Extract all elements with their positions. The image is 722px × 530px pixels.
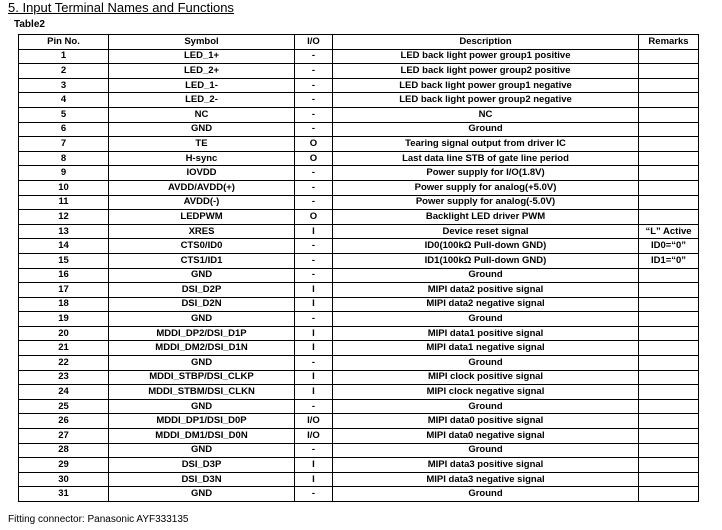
cell-description: LED back light power group2 negative (333, 93, 639, 108)
cell-io: - (295, 180, 333, 195)
cell-pin: 2 (19, 64, 109, 79)
cell-description: MIPI data3 positive signal (333, 458, 639, 473)
cell-remarks (639, 195, 699, 210)
table-row (19, 414, 699, 429)
cell-description: Power supply for analog(-5.0V) (333, 195, 639, 210)
cell-remarks (639, 472, 699, 487)
cell-symbol: GND (109, 443, 295, 458)
terminal-table (18, 34, 699, 502)
cell-remarks (639, 312, 699, 327)
table-row (19, 151, 699, 166)
cell-pin: 6 (19, 122, 109, 137)
cell-io: - (295, 356, 333, 371)
table-row (19, 78, 699, 93)
cell-description: Power supply for analog(+5.0V) (333, 180, 639, 195)
cell-remarks (639, 166, 699, 181)
cell-pin: 30 (19, 472, 109, 487)
cell-description: LED back light power group1 negative (333, 78, 639, 93)
cell-io: I (295, 283, 333, 298)
cell-pin: 17 (19, 283, 109, 298)
cell-remarks (639, 137, 699, 152)
table-label: Table2 (14, 19, 45, 30)
table-row (19, 239, 699, 254)
cell-description: MIPI data0 negative signal (333, 429, 639, 444)
cell-io: I (295, 385, 333, 400)
cell-remarks (639, 297, 699, 312)
cell-remarks (639, 341, 699, 356)
cell-description: MIPI data1 negative signal (333, 341, 639, 356)
table-header-row (19, 35, 699, 50)
cell-remarks: ID0=“0” (639, 239, 699, 254)
cell-description: Ground (333, 487, 639, 502)
cell-symbol: AVDD/AVDD(+) (109, 180, 295, 195)
cell-symbol: LED_1+ (109, 49, 295, 64)
cell-pin: 10 (19, 180, 109, 195)
cell-io: O (295, 210, 333, 225)
cell-symbol: GND (109, 268, 295, 283)
table-row (19, 370, 699, 385)
cell-io: - (295, 443, 333, 458)
cell-description: ID1(100kΩ Pull-down GND) (333, 253, 639, 268)
cell-symbol: XRES (109, 224, 295, 239)
cell-pin: 3 (19, 78, 109, 93)
cell-remarks (639, 122, 699, 137)
table-row (19, 472, 699, 487)
cell-remarks (639, 283, 699, 298)
cell-pin: 29 (19, 458, 109, 473)
table-row (19, 166, 699, 181)
cell-pin: 21 (19, 341, 109, 356)
table-row (19, 268, 699, 283)
table-row (19, 224, 699, 239)
cell-description: Ground (333, 399, 639, 414)
table-row (19, 253, 699, 268)
table-row (19, 122, 699, 137)
cell-pin: 1 (19, 49, 109, 64)
cell-symbol: IOVDD (109, 166, 295, 181)
cell-pin: 19 (19, 312, 109, 327)
cell-io: I (295, 458, 333, 473)
cell-pin: 16 (19, 268, 109, 283)
cell-remarks (639, 356, 699, 371)
cell-description: MIPI data2 negative signal (333, 297, 639, 312)
cell-remarks: ID1=“0” (639, 253, 699, 268)
cell-io: I (295, 370, 333, 385)
cell-symbol: LED_2+ (109, 64, 295, 79)
table-row (19, 385, 699, 400)
cell-io: I/O (295, 429, 333, 444)
cell-remarks (639, 151, 699, 166)
cell-io: - (295, 107, 333, 122)
cell-description: MIPI data0 positive signal (333, 414, 639, 429)
table-row (19, 93, 699, 108)
cell-remarks (639, 326, 699, 341)
cell-io: - (295, 64, 333, 79)
cell-symbol: GND (109, 312, 295, 327)
cell-remarks (639, 210, 699, 225)
cell-io: - (295, 49, 333, 64)
table-row (19, 326, 699, 341)
cell-remarks (639, 370, 699, 385)
cell-pin: 27 (19, 429, 109, 444)
cell-remarks (639, 458, 699, 473)
cell-pin: 24 (19, 385, 109, 400)
cell-io: O (295, 151, 333, 166)
cell-remarks (639, 487, 699, 502)
cell-symbol: H-sync (109, 151, 295, 166)
cell-symbol: DSI_D2N (109, 297, 295, 312)
cell-io: - (295, 239, 333, 254)
table-row (19, 429, 699, 444)
cell-symbol: MDDI_DP1/DSI_D0P (109, 414, 295, 429)
cell-pin: 31 (19, 487, 109, 502)
cell-description: Backlight LED driver PWM (333, 210, 639, 225)
cell-description: MIPI clock negative signal (333, 385, 639, 400)
cell-pin: 23 (19, 370, 109, 385)
cell-symbol: CTS1/ID1 (109, 253, 295, 268)
cell-io: - (295, 399, 333, 414)
cell-symbol: MDDI_DM1/DSI_D0N (109, 429, 295, 444)
cell-io: - (295, 195, 333, 210)
table-body (19, 49, 699, 501)
cell-pin: 12 (19, 210, 109, 225)
cell-io: - (295, 78, 333, 93)
cell-io: - (295, 487, 333, 502)
table-row (19, 180, 699, 195)
cell-io: - (295, 166, 333, 181)
cell-description: Ground (333, 122, 639, 137)
header-symbol: Symbol (109, 35, 295, 50)
cell-pin: 26 (19, 414, 109, 429)
cell-description: Tearing signal output from driver IC (333, 137, 639, 152)
cell-pin: 15 (19, 253, 109, 268)
cell-symbol: CTS0/ID0 (109, 239, 295, 254)
cell-pin: 13 (19, 224, 109, 239)
cell-io: O (295, 137, 333, 152)
table-row (19, 341, 699, 356)
table-row (19, 64, 699, 79)
cell-symbol: MDDI_STBM/DSI_CLKN (109, 385, 295, 400)
cell-io: I (295, 472, 333, 487)
cell-symbol: TE (109, 137, 295, 152)
cell-remarks (639, 399, 699, 414)
cell-remarks (639, 429, 699, 444)
cell-pin: 22 (19, 356, 109, 371)
cell-pin: 8 (19, 151, 109, 166)
cell-description: Ground (333, 356, 639, 371)
cell-pin: 9 (19, 166, 109, 181)
cell-symbol: DSI_D3P (109, 458, 295, 473)
cell-pin: 5 (19, 107, 109, 122)
cell-remarks (639, 78, 699, 93)
table-row (19, 458, 699, 473)
table-row (19, 487, 699, 502)
cell-description: Last data line STB of gate line period (333, 151, 639, 166)
cell-description: LED back light power group2 positive (333, 64, 639, 79)
table-row (19, 210, 699, 225)
cell-io: - (295, 122, 333, 137)
section-title: 5. Input Terminal Names and Functions (8, 0, 234, 15)
table-row (19, 399, 699, 414)
cell-description: Ground (333, 312, 639, 327)
cell-remarks (639, 414, 699, 429)
table-row (19, 107, 699, 122)
table-row (19, 49, 699, 64)
cell-description: MIPI data2 positive signal (333, 283, 639, 298)
cell-io: - (295, 268, 333, 283)
cell-symbol: NC (109, 107, 295, 122)
cell-remarks: “L” Active (639, 224, 699, 239)
cell-description: LED back light power group1 positive (333, 49, 639, 64)
cell-io: I (295, 297, 333, 312)
cell-remarks (639, 443, 699, 458)
cell-remarks (639, 64, 699, 79)
cell-io: - (295, 253, 333, 268)
cell-symbol: MDDI_DP2/DSI_D1P (109, 326, 295, 341)
cell-symbol: GND (109, 399, 295, 414)
table-row (19, 443, 699, 458)
cell-remarks (639, 385, 699, 400)
cell-description: Device reset signal (333, 224, 639, 239)
cell-symbol: GND (109, 122, 295, 137)
table-row (19, 312, 699, 327)
cell-io: I/O (295, 414, 333, 429)
cell-remarks (639, 93, 699, 108)
cell-pin: 7 (19, 137, 109, 152)
cell-symbol: DSI_D2P (109, 283, 295, 298)
table-row (19, 283, 699, 298)
cell-description: MIPI data3 negative signal (333, 472, 639, 487)
header-pin: Pin No. (19, 35, 109, 50)
table-row (19, 137, 699, 152)
cell-pin: 20 (19, 326, 109, 341)
cell-pin: 25 (19, 399, 109, 414)
table-row (19, 297, 699, 312)
cell-pin: 18 (19, 297, 109, 312)
cell-description: Ground (333, 268, 639, 283)
table-row (19, 356, 699, 371)
cell-io: - (295, 93, 333, 108)
cell-description: Power supply for I/O(1.8V) (333, 166, 639, 181)
cell-pin: 28 (19, 443, 109, 458)
cell-description: MIPI data1 positive signal (333, 326, 639, 341)
cell-remarks (639, 180, 699, 195)
cell-symbol: LEDPWM (109, 210, 295, 225)
cell-io: I (295, 326, 333, 341)
cell-symbol: LED_1- (109, 78, 295, 93)
cell-remarks (639, 49, 699, 64)
cell-pin: 11 (19, 195, 109, 210)
cell-description: NC (333, 107, 639, 122)
fitting-connector-note: Fitting connector: Panasonic AYF333135 (8, 514, 189, 525)
cell-symbol: DSI_D3N (109, 472, 295, 487)
header-io: I/O (295, 35, 333, 50)
cell-remarks (639, 107, 699, 122)
header-remarks: Remarks (639, 35, 699, 50)
cell-description: MIPI clock positive signal (333, 370, 639, 385)
header-description: Description (333, 35, 639, 50)
cell-symbol: GND (109, 356, 295, 371)
cell-io: - (295, 312, 333, 327)
cell-symbol: AVDD(-) (109, 195, 295, 210)
cell-symbol: MDDI_STBP/DSI_CLKP (109, 370, 295, 385)
cell-symbol: MDDI_DM2/DSI_D1N (109, 341, 295, 356)
cell-symbol: GND (109, 487, 295, 502)
cell-symbol: LED_2- (109, 93, 295, 108)
cell-io: I (295, 224, 333, 239)
cell-remarks (639, 268, 699, 283)
cell-description: ID0(100kΩ Pull-down GND) (333, 239, 639, 254)
cell-description: Ground (333, 443, 639, 458)
table-row (19, 195, 699, 210)
cell-io: I (295, 341, 333, 356)
cell-pin: 14 (19, 239, 109, 254)
cell-pin: 4 (19, 93, 109, 108)
